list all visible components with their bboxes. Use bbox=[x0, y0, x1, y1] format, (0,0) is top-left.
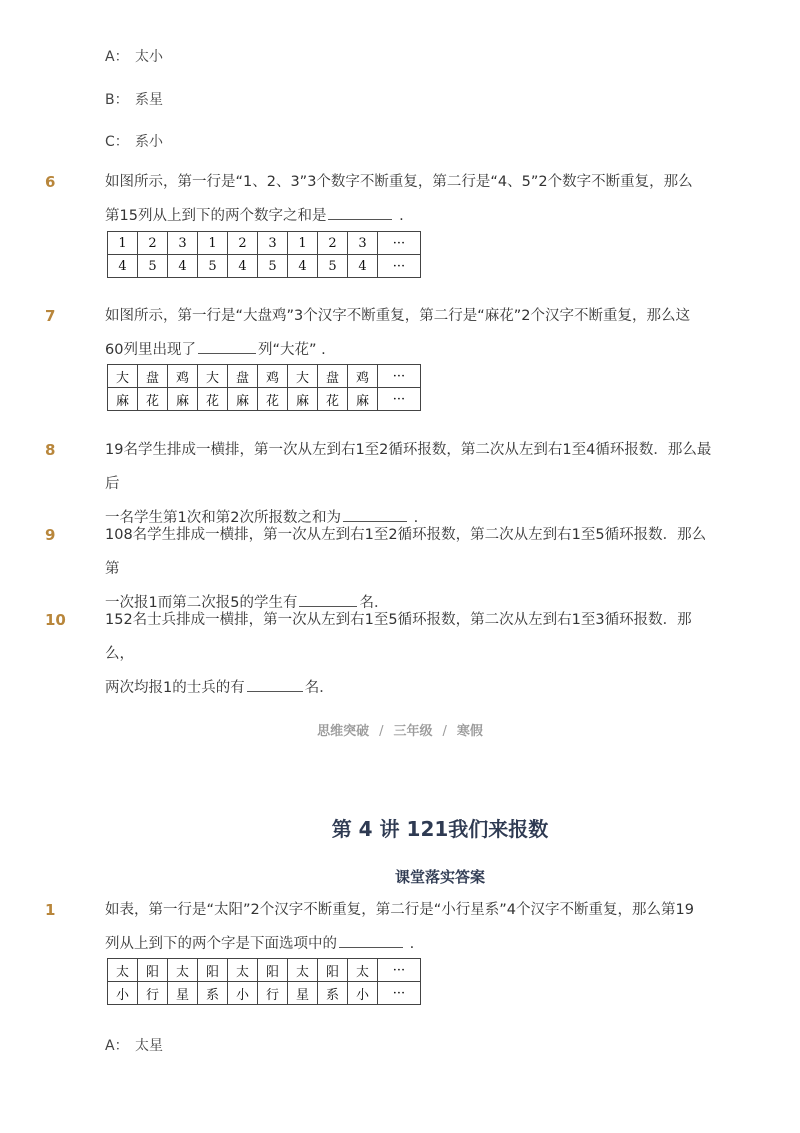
question-line-end: . bbox=[399, 208, 404, 224]
question-line-text: 一次报1而第二次报5的学生有 bbox=[105, 595, 298, 611]
question-number-10: 10 bbox=[45, 611, 66, 629]
answer-blank bbox=[247, 674, 303, 692]
section-title: 课堂落实答案 bbox=[394, 868, 485, 886]
question-line-text: 一名学生第1次和第2次所报数之和为 bbox=[105, 510, 341, 526]
question-line bbox=[105, 927, 720, 961]
table-row bbox=[108, 365, 421, 388]
question-line-text: 名． bbox=[359, 595, 389, 611]
table-cell: 3 bbox=[168, 232, 198, 255]
table-cell: 星 bbox=[168, 982, 198, 1005]
question-number-1: 1 bbox=[45, 901, 56, 919]
question-line-text: 60列里出现了 bbox=[105, 342, 196, 358]
option-label: A： bbox=[105, 1038, 129, 1054]
page-footer bbox=[0, 720, 800, 739]
table-cell: 太 bbox=[288, 959, 318, 982]
table-cell: 太 bbox=[168, 959, 198, 982]
table-row bbox=[108, 388, 421, 411]
table-cell: 1 bbox=[108, 232, 138, 255]
table-cell: 星 bbox=[288, 982, 318, 1005]
question-line: 如表，第一行是“太阳”2个汉字不断重复，第二行是“小行星系”4个汉字不断重复，那么第19 bbox=[105, 902, 694, 918]
table-cell: 2 bbox=[318, 232, 348, 255]
question-10-text bbox=[105, 603, 720, 705]
table-cell: 花 bbox=[198, 388, 228, 411]
table-cell: ··· bbox=[378, 982, 421, 1005]
question-line: 如图所示，第一行是“大盘鸡”3个汉字不断重复，第二行是“麻花”2个汉字不断重复，那么这 bbox=[105, 308, 690, 324]
table-cell: 系 bbox=[318, 982, 348, 1005]
question-line: 108名学生排成一横排，第一次从左到右1至2循环报数，第二次从左到右1至5循环报数．那么第 bbox=[105, 527, 707, 577]
table-cell: 麻 bbox=[228, 388, 258, 411]
table-cell: 4 bbox=[288, 255, 318, 278]
question-line: 152名士兵排成一横排，第一次从左到右1至5循环报数，第二次从左到右1至3循环报数．那么， bbox=[105, 612, 692, 662]
question-number-8: 8 bbox=[45, 441, 56, 459]
footer-separator: / bbox=[442, 724, 447, 739]
table-cell: 4 bbox=[168, 255, 198, 278]
question-line-end: . bbox=[413, 510, 419, 526]
question-line-text: 列从上到下的两个字是下面选项中的 bbox=[105, 936, 337, 952]
table-cell: 麻 bbox=[168, 388, 198, 411]
footer-term: 寒假 bbox=[456, 724, 483, 739]
option-a-answer bbox=[105, 1035, 163, 1055]
table-cell: 鸡 bbox=[348, 365, 378, 388]
table-cell: 2 bbox=[228, 232, 258, 255]
table-cell: 5 bbox=[318, 255, 348, 278]
question-number-9: 9 bbox=[45, 526, 56, 544]
table-cell: 5 bbox=[198, 255, 228, 278]
table-cell: 4 bbox=[108, 255, 138, 278]
option-text: 系小 bbox=[135, 134, 163, 150]
table-cell: 4 bbox=[228, 255, 258, 278]
table-cell: 5 bbox=[258, 255, 288, 278]
table-cell: 大 bbox=[108, 365, 138, 388]
table-cell: 5 bbox=[138, 255, 168, 278]
answer-blank bbox=[198, 336, 256, 354]
table-cell: 麻 bbox=[108, 388, 138, 411]
option-c bbox=[105, 131, 163, 151]
table-cell: 太 bbox=[228, 959, 258, 982]
question-1-text bbox=[105, 893, 720, 961]
answer-blank bbox=[339, 930, 403, 948]
table-cell: 太 bbox=[348, 959, 378, 982]
answer-blank bbox=[328, 202, 392, 220]
question-line-text: 列“大花” bbox=[257, 342, 317, 358]
table-cell: 麻 bbox=[288, 388, 318, 411]
question-line: 19名学生排成一横排，第一次从左到右1至2循环报数，第二次从左到右1至4循环报数．那么最后 bbox=[105, 442, 712, 492]
table-cell: 花 bbox=[138, 388, 168, 411]
q7-character-table bbox=[107, 364, 421, 411]
table-cell: 1 bbox=[288, 232, 318, 255]
table-row bbox=[108, 959, 421, 982]
table-cell: 花 bbox=[258, 388, 288, 411]
table-cell: 3 bbox=[348, 232, 378, 255]
footer-series: 思维突破 bbox=[317, 724, 370, 739]
table-row bbox=[108, 255, 421, 278]
table-cell: 行 bbox=[138, 982, 168, 1005]
question-line-end: . bbox=[409, 936, 415, 952]
table-cell: 小 bbox=[228, 982, 258, 1005]
table-cell: ··· bbox=[378, 232, 421, 255]
footer-grade: 三年级 bbox=[393, 724, 433, 739]
option-label: B： bbox=[105, 92, 129, 108]
table-cell: 阳 bbox=[258, 959, 288, 982]
table-cell: ··· bbox=[378, 959, 421, 982]
question-line bbox=[105, 199, 720, 233]
table-cell: 盘 bbox=[138, 365, 168, 388]
table-cell: ··· bbox=[378, 388, 421, 411]
table-cell: 2 bbox=[138, 232, 168, 255]
question-line-text: 两次均报1的士兵的有 bbox=[105, 680, 245, 696]
table-cell: 3 bbox=[258, 232, 288, 255]
lecture-title: 第 4 讲 121我们来报数 bbox=[331, 817, 549, 841]
table-row bbox=[108, 232, 421, 255]
question-line bbox=[105, 671, 720, 705]
question-line-text: 第15列从上到下的两个数字之和是 bbox=[105, 208, 327, 224]
option-label: C： bbox=[105, 134, 129, 150]
table-cell: 大 bbox=[288, 365, 318, 388]
a1-character-table bbox=[107, 958, 421, 1005]
table-cell: 盘 bbox=[228, 365, 258, 388]
table-cell: 鸡 bbox=[258, 365, 288, 388]
table-cell: 阳 bbox=[138, 959, 168, 982]
table-cell: 阳 bbox=[318, 959, 348, 982]
question-number-6: 6 bbox=[45, 173, 56, 191]
table-cell: 鸡 bbox=[168, 365, 198, 388]
question-line-end: . bbox=[321, 342, 326, 358]
question-line-text: 名． bbox=[304, 680, 334, 696]
table-cell: 4 bbox=[348, 255, 378, 278]
question-6-text bbox=[105, 165, 720, 233]
table-cell: 1 bbox=[198, 232, 228, 255]
q6-number-table bbox=[107, 231, 421, 278]
table-cell: ··· bbox=[378, 255, 421, 278]
option-label: A： bbox=[105, 49, 129, 65]
footer-separator: / bbox=[379, 724, 384, 739]
table-cell: 行 bbox=[258, 982, 288, 1005]
question-line: 如图所示，第一行是“1、2、3”3个数字不断重复，第二行是“4、5”2个数字不断重复，那么 bbox=[105, 174, 693, 190]
table-cell: 小 bbox=[348, 982, 378, 1005]
table-cell: 阳 bbox=[198, 959, 228, 982]
question-line bbox=[105, 333, 720, 367]
table-cell: 系 bbox=[198, 982, 228, 1005]
question-number-7: 7 bbox=[45, 307, 56, 325]
table-cell: 盘 bbox=[318, 365, 348, 388]
table-cell: 花 bbox=[318, 388, 348, 411]
option-text: 太小 bbox=[135, 49, 163, 65]
table-cell: 太 bbox=[108, 959, 138, 982]
question-7-text bbox=[105, 299, 720, 367]
table-cell: 小 bbox=[108, 982, 138, 1005]
option-b bbox=[105, 89, 163, 109]
table-cell: 麻 bbox=[348, 388, 378, 411]
table-row bbox=[108, 982, 421, 1005]
option-text: 太星 bbox=[135, 1038, 163, 1054]
table-cell: ··· bbox=[378, 365, 421, 388]
option-a bbox=[105, 46, 163, 66]
table-cell: 大 bbox=[198, 365, 228, 388]
option-text: 系星 bbox=[135, 92, 163, 108]
